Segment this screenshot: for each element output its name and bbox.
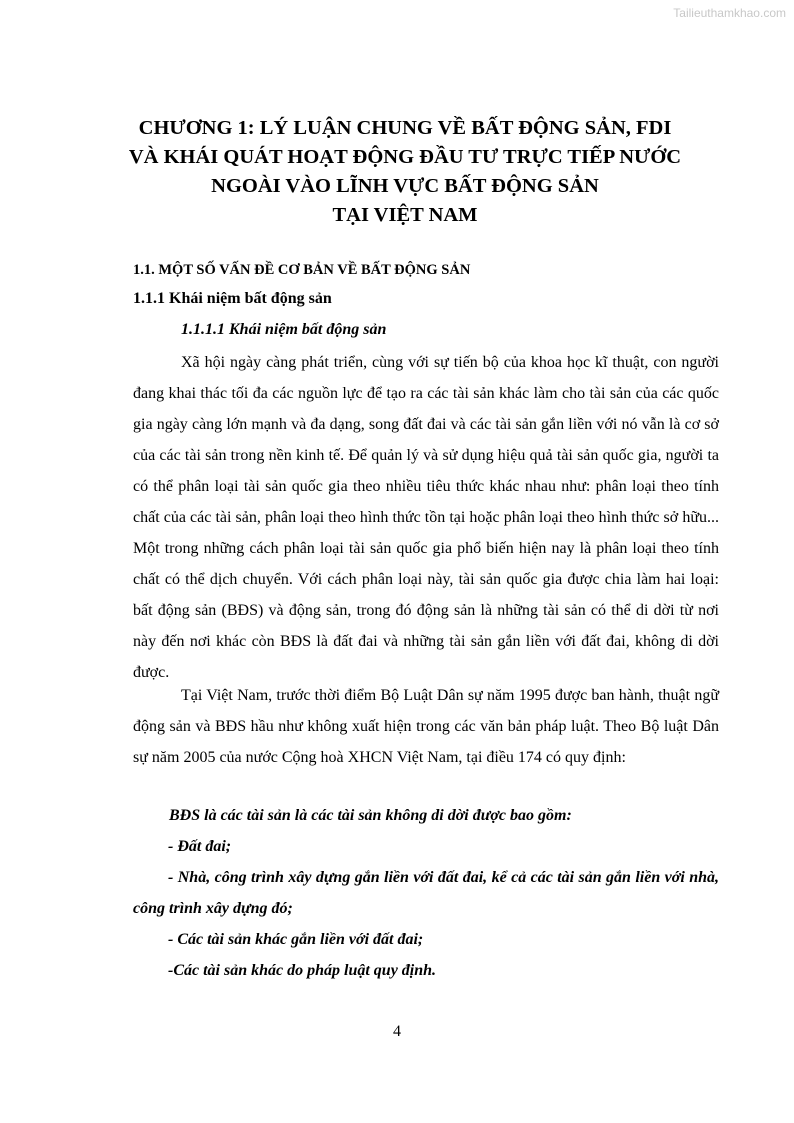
definition-item: - Nhà, công trình xây dựng gắn liền với đất đai, kể cả các tài sản gắn liền với nhà, công trình xây dựng đó; — [133, 869, 719, 917]
definition-lead: BĐS là các tài sản là các tài sản không di dời được bao gồm: — [169, 807, 572, 824]
body-paragraph: Tại Việt Nam, trước thời điểm Bộ Luật Dân sự năm 1995 được ban hành, thuật ngữ động sản và BĐS hầu như không xuất hiện trong các văn bản pháp luật. Theo Bộ luật Dân sự năm 2005 của nước Cộng hoà XHCN Việt Nam, tại điều 174 có quy định: — [133, 687, 719, 766]
subsection-heading: 1.1.1 Khái niệm bất động sản — [133, 290, 332, 307]
definition-item: - Đất đai; — [168, 838, 232, 855]
chapter-title-line: NGOÀI VÀO LĨNH VỰC BẤT ĐỘNG SẢN — [211, 175, 599, 197]
definition-item: -Các tài sản khác do pháp luật quy định. — [168, 962, 437, 979]
subsubsection-heading: 1.1.1.1 Khái niệm bất động sản — [181, 321, 387, 338]
chapter-title-line: VÀ KHÁI QUÁT HOẠT ĐỘNG ĐẦU TƯ TRỰC TIẾP NƯỚC — [128, 146, 682, 168]
section-heading: 1.1. MỘT SỐ VẤN ĐỀ CƠ BẢN VỀ BẤT ĐỘNG SẢN — [133, 262, 471, 278]
page-number: 4 — [393, 1023, 401, 1040]
definition-item: - Các tài sản khác gắn liền với đất đai; — [168, 931, 424, 948]
watermark: Tailieuthamkhao.com — [673, 6, 786, 20]
chapter-title-line: TẠI VIỆT NAM — [332, 204, 478, 226]
definition-block — [133, 800, 719, 986]
chapter-title — [110, 114, 700, 230]
chapter-title-line: CHƯƠNG 1: LÝ LUẬN CHUNG VỀ BẤT ĐỘNG SẢN, FDI — [138, 117, 672, 139]
body-paragraph: Xã hội ngày càng phát triển, cùng với sự tiến bộ của khoa học kĩ thuật, con người đang khai thác tối đa các nguồn lực để tạo ra các tài sản khác làm cho tài sản của các quốc gia ngày càng lớn mạnh và đa dạng, song đất đai và các tài sản gắn liền với nó vẫn là cơ sở của các tài sản trong nền kinh tế. Để quản lý và sử dụng hiệu quả tài sản quốc gia, người ta có thể phân loại tài sản quốc gia theo nhiều tiêu thức khác nhau như: phân loại theo tính chất của các tài sản, phân loại theo hình thức tồn tại hoặc phân loại theo hình thức sở hữu... Một trong những cách phân loại tài sản quốc gia phổ biến hiện nay là phân loại theo tính chất có thể dịch chuyển. Với cách phân loại này, tài sản quốc gia được chia làm hai loại: bất động sản (BĐS) và động sản, trong đó động sản là những tài sản có thể di dời từ nơi này đến nơi khác còn BĐS là đất đai và những tài sản gắn liền với đất đai, không di dời được. — [133, 354, 719, 681]
